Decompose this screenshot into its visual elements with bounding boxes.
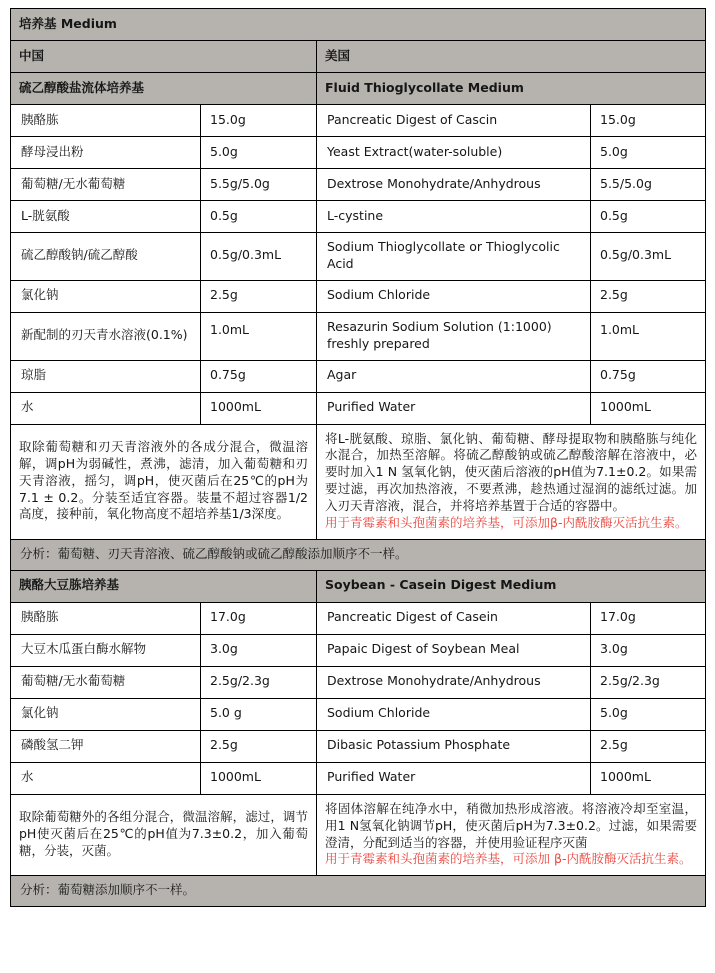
country-header-us: 美国 xyxy=(317,41,706,73)
ingredient-amount-en: 0.5g/0.3mL xyxy=(591,233,706,281)
table-row xyxy=(11,105,706,137)
ingredient-name-en: Sodium Chloride xyxy=(317,280,591,312)
procedure-row xyxy=(11,424,706,539)
ingredient-name-en: Dextrose Monohydrate/Anhydrous xyxy=(317,169,591,201)
analysis-row xyxy=(11,876,706,907)
ingredient-name-cn: 氯化钠 xyxy=(11,280,201,312)
procedure-en xyxy=(317,424,706,539)
ingredient-amount-cn: 0.5g/0.3mL xyxy=(201,233,317,281)
ingredient-name-en: Sodium Chloride xyxy=(317,698,591,730)
table-title-row xyxy=(11,9,706,41)
ingredient-amount-en: 0.5g xyxy=(591,201,706,233)
table-row xyxy=(11,312,706,360)
ingredient-amount-en: 2.5g xyxy=(591,730,706,762)
ingredient-amount-cn: 5.5g/5.0g xyxy=(201,169,317,201)
ingredient-name-en: Pancreatic Digest of Casein xyxy=(317,602,591,634)
table-row xyxy=(11,762,706,794)
procedure-cn xyxy=(11,424,317,539)
table-row xyxy=(11,730,706,762)
table-row xyxy=(11,360,706,392)
ingredient-amount-en: 15.0g xyxy=(591,105,706,137)
ingredient-amount-cn: 2.5g/2.3g xyxy=(201,666,317,698)
medium-name-en: Soybean - Casein Digest Medium xyxy=(317,570,706,602)
analysis-row xyxy=(11,539,706,570)
ingredient-amount-en: 17.0g xyxy=(591,602,706,634)
procedure-cn-text: 取除葡萄糖和刃天青溶液外的各成分混合，微温溶解，调pH为弱碱性，煮沸，滤清，加入葡萄糖和刃天青溶液，摇匀，调pH，使灭菌后在25℃的pH为7.1 ± 0.2。分装至适宜容器。装量不超过容器1/2高度，接种前，氧化物高度不超培养基1/3深度。 xyxy=(19,438,308,522)
ingredient-amount-en: 0.75g xyxy=(591,360,706,392)
ingredient-amount-en: 1000mL xyxy=(591,762,706,794)
table-row xyxy=(11,666,706,698)
ingredient-amount-cn: 17.0g xyxy=(201,602,317,634)
medium-name-row xyxy=(11,570,706,602)
table-row xyxy=(11,392,706,424)
country-header-row xyxy=(11,41,706,73)
ingredient-name-cn: 水 xyxy=(11,392,201,424)
procedure-en-text: 将L-胱氨酸、琼脂、氯化钠、葡萄糖、酵母提取物和胰酪胨与纯化水混合，加热至溶解。将硫乙醇酸钠或硫乙醇酸溶解在溶液中，必要时加入1 N 氢氧化钠，使灭菌后溶液的pH值为7.1±0.2。如果需要过滤，再次加热溶液，不要煮沸，趁热通过湿润的滤纸过滤。加入刃天青溶液，混合，并将培养基置于合适的容器中。 xyxy=(325,430,697,513)
ingredient-amount-cn: 2.5g xyxy=(201,280,317,312)
ingredient-amount-en: 3.0g xyxy=(591,634,706,666)
ingredient-name-cn: 硫乙醇酸钠/硫乙醇酸 xyxy=(11,233,201,281)
ingredient-name-cn: 胰酪胨 xyxy=(11,105,201,137)
table-row xyxy=(11,233,706,281)
ingredient-name-en: Papaic Digest of Soybean Meal xyxy=(317,634,591,666)
ingredient-name-en: Dibasic Potassium Phosphate xyxy=(317,730,591,762)
procedure-en xyxy=(317,794,706,876)
procedure-cn xyxy=(11,794,317,876)
medium-name-cn: 硫乙醇酸盐流体培养基 xyxy=(11,73,317,105)
ingredient-amount-en: 5.5/5.0g xyxy=(591,169,706,201)
ingredient-name-en: L-cystine xyxy=(317,201,591,233)
ingredient-amount-cn: 1000mL xyxy=(201,392,317,424)
medium-name-cn: 胰酪大豆胨培养基 xyxy=(11,570,317,602)
ingredient-name-en: Agar xyxy=(317,360,591,392)
medium-name-row xyxy=(11,73,706,105)
ingredient-name-en: Yeast Extract(water-soluble) xyxy=(317,137,591,169)
ingredient-amount-en: 5.0g xyxy=(591,698,706,730)
ingredient-name-en: Resazurin Sodium Solution (1:1000) freshly prepared xyxy=(317,312,591,360)
ingredient-name-en: Purified Water xyxy=(317,392,591,424)
ingredient-name-cn: 葡萄糖/无水葡萄糖 xyxy=(11,666,201,698)
ingredient-name-en: Dextrose Monohydrate/Anhydrous xyxy=(317,666,591,698)
ingredient-name-cn: 酵母浸出粉 xyxy=(11,137,201,169)
ingredient-name-cn: 葡萄糖/无水葡萄糖 xyxy=(11,169,201,201)
ingredient-name-en: Sodium Thioglycollate or Thioglycolic Acid xyxy=(317,233,591,281)
ingredient-name-cn: 氯化钠 xyxy=(11,698,201,730)
table-row xyxy=(11,634,706,666)
procedure-en-text: 将固体溶解在纯净水中，稍微加热形成溶液。将溶液冷却至室温，用1 N氢氧化钠调节pH，使灭菌后pH为7.3±0.2。过滤，如果需要澄清，分配到适当的容器，并使用验证程序灭菌 xyxy=(325,800,697,850)
ingredient-name-en: Pancreatic Digest of Cascin xyxy=(317,105,591,137)
ingredient-amount-en: 1.0mL xyxy=(591,312,706,360)
ingredient-name-cn: 胰酪胨 xyxy=(11,602,201,634)
table-row xyxy=(11,169,706,201)
ingredient-amount-cn: 5.0g xyxy=(201,137,317,169)
table-row xyxy=(11,201,706,233)
ingredient-amount-cn: 3.0g xyxy=(201,634,317,666)
table-row xyxy=(11,280,706,312)
procedure-row xyxy=(11,794,706,876)
ingredient-amount-cn: 0.75g xyxy=(201,360,317,392)
ingredient-amount-cn: 2.5g xyxy=(201,730,317,762)
procedure-cn-text: 取除葡萄糖外的各组分混合，微温溶解，滤过，调节pH使灭菌后在25℃的pH值为7.3±0.2，加入葡萄糖，分装，灭菌。 xyxy=(19,809,308,858)
ingredient-amount-en: 2.5g/2.3g xyxy=(591,666,706,698)
procedure-en-note: 用于青霉素和头孢菌素的培养基，可添加 β-内酰胺酶灭活抗生素。 xyxy=(325,851,692,867)
table-row xyxy=(11,602,706,634)
table-row xyxy=(11,137,706,169)
table-title: 培养基 Medium xyxy=(11,9,706,41)
procedure-en-note: 用于青霉素和头孢菌素的培养基，可添加β-内酰胺酶灭活抗生素。 xyxy=(325,514,688,530)
ingredient-amount-cn: 1000mL xyxy=(201,762,317,794)
ingredient-amount-cn: 1.0mL xyxy=(201,312,317,360)
medium-comparison-table xyxy=(10,8,706,907)
ingredient-name-cn: 大豆木瓜蛋白酶水解物 xyxy=(11,634,201,666)
ingredient-amount-en: 5.0g xyxy=(591,137,706,169)
country-header-cn: 中国 xyxy=(11,41,317,73)
ingredient-amount-en: 2.5g xyxy=(591,280,706,312)
ingredient-name-cn: 琼脂 xyxy=(11,360,201,392)
ingredient-name-cn: 水 xyxy=(11,762,201,794)
ingredient-name-cn: 新配制的刃天青水溶液(0.1%) xyxy=(11,312,201,360)
ingredient-amount-en: 1000mL xyxy=(591,392,706,424)
analysis-text: 分析：葡萄糖、刃天青溶液、硫乙醇酸钠或硫乙醇酸添加顺序不一样。 xyxy=(11,539,706,570)
analysis-text: 分析：葡萄糖添加顺序不一样。 xyxy=(11,876,706,907)
medium-name-en: Fluid Thioglycollate Medium xyxy=(317,73,706,105)
ingredient-name-cn: 磷酸氢二钾 xyxy=(11,730,201,762)
ingredient-amount-cn: 5.0 g xyxy=(201,698,317,730)
ingredient-name-cn: L-胱氨酸 xyxy=(11,201,201,233)
ingredient-amount-cn: 0.5g xyxy=(201,201,317,233)
table-row xyxy=(11,698,706,730)
ingredient-name-en: Purified Water xyxy=(317,762,591,794)
ingredient-amount-cn: 15.0g xyxy=(201,105,317,137)
